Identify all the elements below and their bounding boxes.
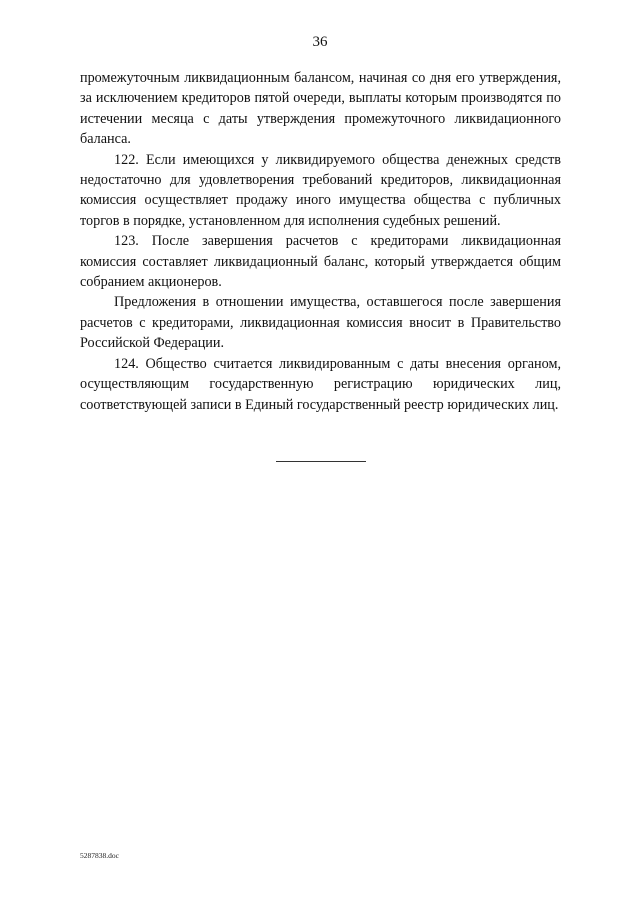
paragraph-122: 122. Если имеющихся у ликвидируемого общества денежных средств недостаточно для удовлетворения требований кредиторов, ликвидационная комиссия осуществляет продажу иного имущества общества с публичных торгов в порядке, установленном для исполнения судебных решений. — [80, 151, 561, 229]
paragraph-124: 124. Общество считается ликвидированным с даты внесения органом, осуществляющим государственную регистрацию юридических лиц, соответствующей записи в Единый государственный реестр юридических лиц. — [80, 355, 561, 413]
paragraph-continuation: промежуточным ликвидационным балансом, начиная со дня его утверждения, за исключением кредиторов пятой очереди, выплаты которым производятся по истечении месяца с даты утверждения промежуточного ликвидационного баланса. — [80, 70, 561, 148]
end-separator-line — [276, 461, 366, 462]
page-number: 36 — [312, 34, 328, 50]
footer-file-name: 5287838.doc — [80, 851, 119, 860]
document-body — [80, 68, 561, 415]
paragraph-proposals: Предложения в отношении имущества, оставшегося после завершения расчетов с кредиторами, ликвидационная комиссия вносит в Правительство Российской Федерации. — [80, 294, 561, 352]
paragraph-123: 123. После завершения расчетов с кредиторами ликвидационная комиссия составляет ликвидационный баланс, который утверждается общим собранием акционеров. — [80, 233, 561, 291]
